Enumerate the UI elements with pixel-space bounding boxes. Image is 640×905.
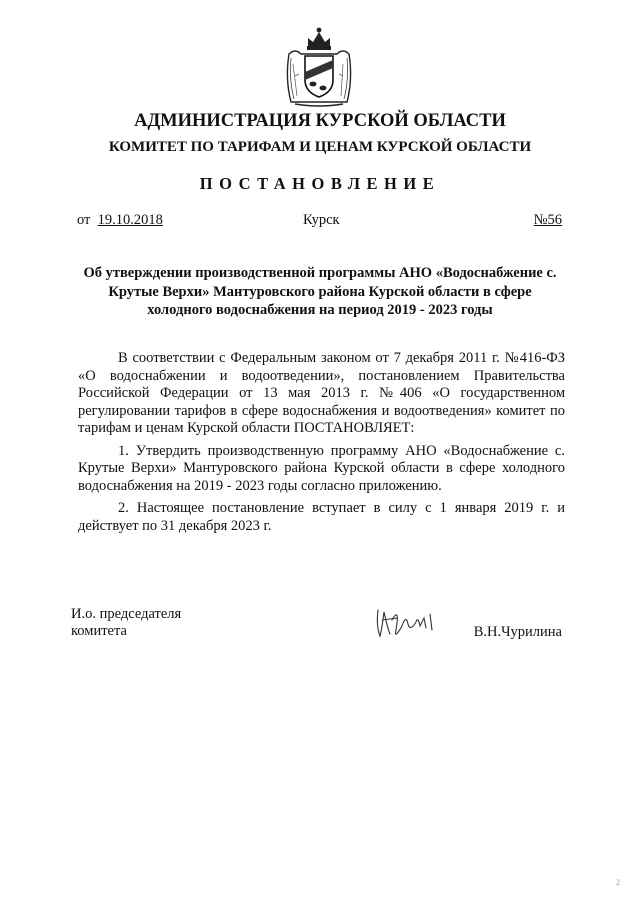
preamble-text: В соответствии с Федеральным законом от 7 декабря 2011 г. №416-ФЗ «О водоснабжении и водоотведении», постановлением Правительства Российской Федерации от 13 мая 2013 г. №406 «О государственном регулировании тарифов в сфере водоснабжения и водоотведения» комитет по тарифам и ценам Курской области <box>78 350 565 436</box>
document-body <box>78 350 565 540</box>
page-number: 2 <box>616 878 620 887</box>
item-1-paragraph: 1. Утвердить производственную программу АНО «Водоснабжение с. Крутые Верхи» Мантуровского района Курской области в сфере холодного водоснабжения на 2019 - 2023 годы согласно приложению. <box>78 442 565 494</box>
document-number: №56 <box>533 212 562 228</box>
position-line-2: комитета <box>71 623 127 639</box>
committee-name: КОМИТЕТ ПО ТАРИФАМ И ЦЕНАМ КУРСКОЙ ОБЛАСТИ <box>108 139 532 155</box>
preamble-paragraph <box>78 350 565 438</box>
document-city: Курск <box>303 212 340 228</box>
position-line-1: И.о. председателя <box>71 606 182 622</box>
org-name: АДМИНИСТРАЦИЯ КУРСКОЙ ОБЛАСТИ <box>134 111 506 131</box>
document-type: ПОСТАНОВЛЕНИЕ <box>199 174 441 193</box>
handwritten-signature-icon <box>372 600 442 646</box>
coat-of-arms-icon <box>281 24 357 108</box>
signatory-position <box>71 606 181 640</box>
document-subject: Об утверждении производственной программы АНО «Водоснабжение с. Крутые Верхи» Мантуровского района Курской области в сфере холодного водоснабжения на период 2019 - 2023 годы <box>83 265 557 318</box>
date-value: 19.10.2018 <box>97 212 163 228</box>
item-2-paragraph: 2. Настоящее постановление вступает в силу с 1 января 2019 г. и действует по 31 декабря 2023 г. <box>78 500 565 534</box>
signatory-name: В.Н.Чурилина <box>473 624 562 640</box>
decree-word: ПОСТАНОВЛЯЕТ: <box>293 420 415 436</box>
document-date <box>77 212 163 229</box>
date-prefix: от <box>77 212 91 228</box>
